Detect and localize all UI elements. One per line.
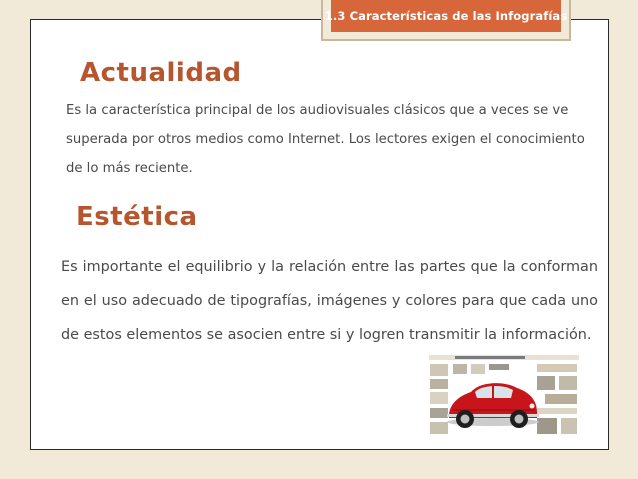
paragraph-actualidad: Es la característica principal de los audiovisuales clásicos que a veces se ve superada por otros medios como Internet. Los lectores exigen el conocimiento de lo más reciente. — [66, 103, 585, 176]
paragraph-estetica: Es importante el equilibrio y la relación entre las partes que la conforman en el uso adecuado de tipografías, imágenes y colores para que cada uno de estos elementos se asocien entre si y logren transmitir la información. — [61, 259, 598, 343]
slide-title: 1.3 Características de las Infografías — [331, 0, 561, 32]
title-tab — [321, 0, 571, 41]
heading-estetica: Estética — [76, 202, 198, 232]
heading-actualidad: Actualidad — [80, 58, 242, 88]
car-infographic-image — [425, 352, 583, 440]
